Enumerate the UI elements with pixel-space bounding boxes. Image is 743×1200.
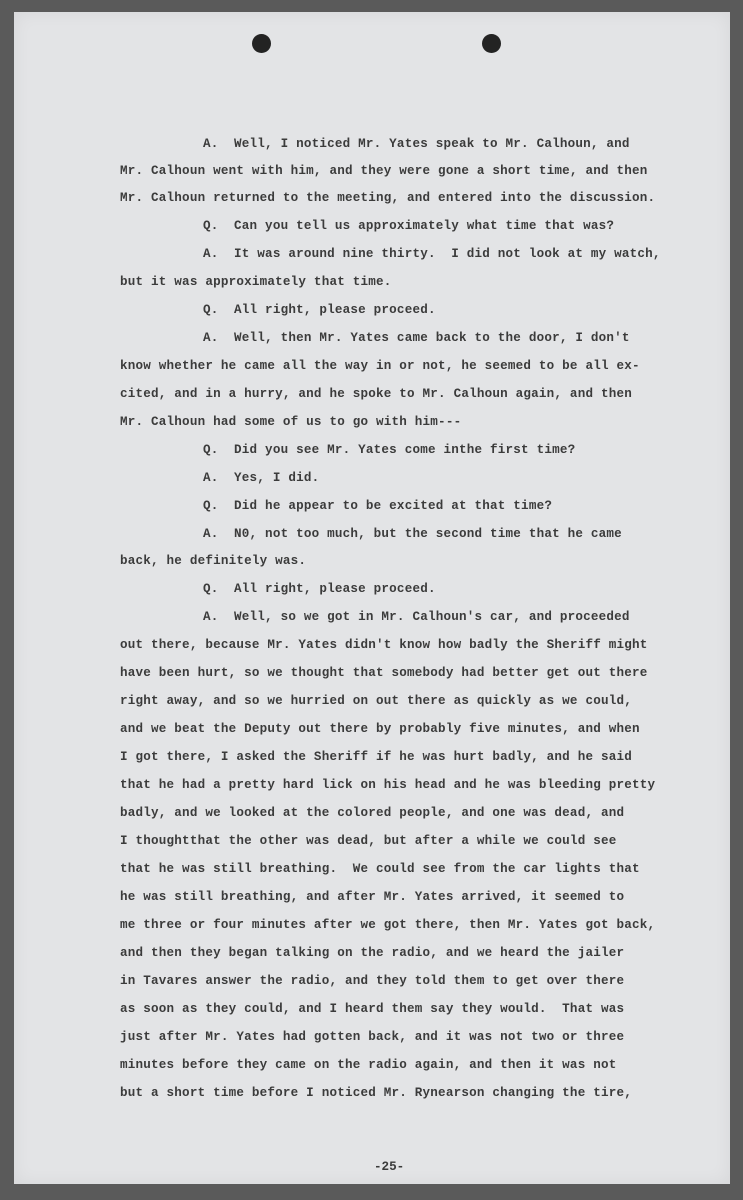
text-line: in Tavares answer the radio, and they told them to get over there [120, 974, 625, 988]
text-line: know whether he came all the way in or not, he seemed to be all ex- [120, 359, 640, 373]
text-line: Q. All right, please proceed. [203, 582, 436, 596]
text-line: Mr. Calhoun returned to the meeting, and entered into the discussion. [120, 191, 656, 205]
text-line: and we beat the Deputy out there by probably five minutes, and when [120, 722, 640, 736]
text-line: he was still breathing, and after Mr. Yates arrived, it seemed to [120, 890, 625, 904]
text-line: Q. Did you see Mr. Yates come inthe first time? [203, 443, 576, 457]
text-line: I thoughtthat the other was dead, but after a while we could see [120, 834, 617, 848]
text-line: A. Well, I noticed Mr. Yates speak to Mr. Calhoun, and [203, 137, 630, 151]
text-line: Mr. Calhoun went with him, and they were gone a short time, and then [120, 164, 648, 178]
binder-hole [252, 34, 271, 53]
text-line: A. N0, not too much, but the second time that he came [203, 527, 622, 541]
text-line: have been hurt, so we thought that somebody had better get out there [120, 666, 648, 680]
text-line: right away, and so we hurried on out there as quickly as we could, [120, 694, 632, 708]
text-line: A. Well, so we got in Mr. Calhoun's car, and proceeded [203, 610, 630, 624]
text-line: just after Mr. Yates had gotten back, and it was not two or three [120, 1030, 625, 1044]
text-line: Q. Did he appear to be excited at that time? [203, 499, 553, 513]
text-line: I got there, I asked the Sheriff if he was hurt badly, and he said [120, 750, 632, 764]
transcript-page [14, 12, 730, 1184]
text-line: that he had a pretty hard lick on his head and he was bleeding pretty [120, 778, 656, 792]
text-line: but it was approximately that time. [120, 275, 392, 289]
page-number: -25- [374, 1160, 405, 1174]
text-line: badly, and we looked at the colored people, and one was dead, and [120, 806, 625, 820]
text-line: minutes before they came on the radio again, and then it was not [120, 1058, 617, 1072]
text-line: Q. Can you tell us approximately what time that was? [203, 219, 615, 233]
text-line: and then they began talking on the radio, and we heard the jailer [120, 946, 625, 960]
text-line: A. Well, then Mr. Yates came back to the door, I don't [203, 331, 630, 345]
text-line: back, he definitely was. [120, 554, 307, 568]
text-line: Mr. Calhoun had some of us to go with him--- [120, 415, 462, 429]
text-line: A. Yes, I did. [203, 471, 320, 485]
text-line: A. It was around nine thirty. I did not look at my watch, [203, 247, 661, 261]
text-line: as soon as they could, and I heard them say they would. That was [120, 1002, 625, 1016]
text-line: out there, because Mr. Yates didn't know how badly the Sheriff might [120, 638, 648, 652]
text-line: me three or four minutes after we got there, then Mr. Yates got back, [120, 918, 656, 932]
text-line: cited, and in a hurry, and he spoke to Mr. Calhoun again, and then [120, 387, 632, 401]
text-line: but a short time before I noticed Mr. Rynearson changing the tire, [120, 1086, 632, 1100]
text-line: that he was still breathing. We could see from the car lights that [120, 862, 640, 876]
binder-hole [482, 34, 501, 53]
text-line: Q. All right, please proceed. [203, 303, 436, 317]
